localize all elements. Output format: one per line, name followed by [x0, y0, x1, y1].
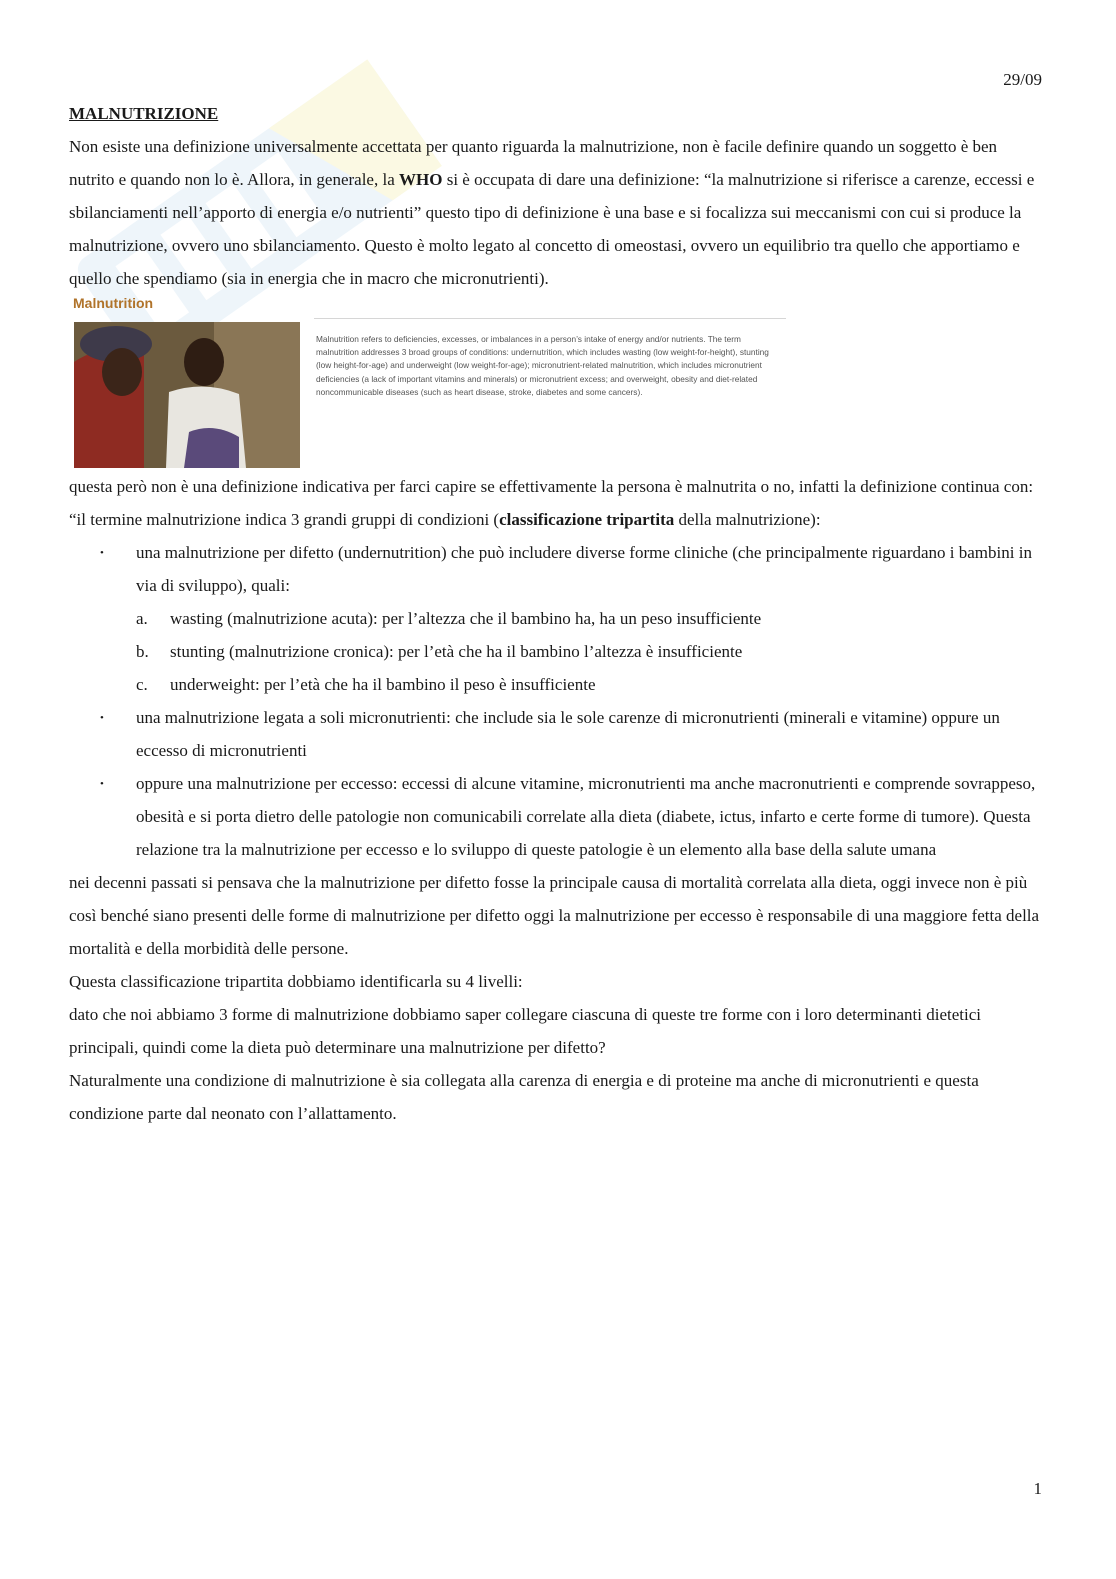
sublist-marker: b. — [136, 642, 149, 661]
list-item-undernutrition — [69, 536, 1044, 701]
figure-photo — [74, 322, 300, 468]
paragraph-6: Naturalmente una condizione di malnutrizione è sia collegata alla carenza di energia e di proteine ma anche di micronutrienti e questa condizione parte dal neonato con l’allattamento. — [69, 1071, 979, 1123]
sublist-text: underweight: per l’età che ha il bambino il peso è insufficiente — [170, 675, 596, 694]
page-date: 29/09 — [1003, 70, 1042, 89]
intro-paragraph — [69, 130, 1044, 295]
page-title: MALNUTRIZIONE — [69, 104, 219, 123]
sublist-marker: c. — [136, 675, 148, 694]
para2-text-2: della malnutrizione): — [674, 510, 821, 529]
list-item-micronutrients — [69, 701, 1044, 767]
paragraph-2 — [69, 470, 1044, 536]
sublist-text: wasting (malnutrizione acuta): per l’altezza che il bambino ha, ha un peso insufficiente — [170, 609, 762, 628]
paragraph-3: nei decenni passati si pensava che la malnutrizione per difetto fosse la principale causa di mortalità correlata alla dieta, oggi invece non è più così benché siano presenti delle forme di malnutrizione per difetto oggi la malnutrizione per eccesso è responsabile di una maggiore fetta della mortalità e della morbidità delle persone. — [69, 873, 1040, 958]
document-body — [69, 97, 1044, 1130]
figure-label: Malnutrition — [73, 295, 154, 311]
tripartite-term: classificazione tripartita — [499, 510, 675, 529]
figure-rule — [314, 318, 786, 319]
sublist-item — [136, 602, 1044, 635]
sublist-item — [136, 635, 1044, 668]
intro-text-1: Non esiste una definizione universalmente accettata per quanto riguarda la malnutrizione, non è facile definire quando un soggetto è ben nutrito e quando non lo è. Allora, in generale, la — [69, 137, 998, 189]
malnutrition-figure — [69, 295, 1044, 470]
sublist-marker: a. — [136, 609, 148, 628]
list-item-overnutrition — [69, 767, 1044, 866]
sublist-text: stunting (malnutrizione cronica): per l’età che ha il bambino l’altezza è insufficiente — [170, 642, 743, 661]
page-number: 1 — [1033, 1479, 1042, 1498]
list-item-text: oppure una malnutrizione per eccesso: eccessi di alcune vitamine, micronutrienti ma anche macronutrienti e comprende sovrappeso, obesità e si porta dietro delle patologie non comunicabili correlate alla dieta (diabete, ictus, infarto e certe forme di tumore). Questa relazione tra la malnutrizione per eccesso e lo sviluppo di queste patologie è un elemento alla base della salute umana — [136, 774, 1036, 859]
sublist-item — [136, 668, 1044, 701]
paragraph-4: Questa classificazione tripartita dobbiamo identificarla su 4 livelli: — [69, 972, 523, 991]
intro-text-2: si è occupata di dare una definizione: “la malnutrizione si riferisce a carenze, eccessi e sbilanciamenti nell’apporto di energia e/o nutrienti” questo tipo di definizione è una base e si focalizza sui meccanismi con cui si produce la malnutrizione, ovvero uno sbilanciamento. Questo è molto legato al concetto di omeostasi, ovvero un equilibrio tra quello che apportiamo e quello che spendiamo (sia in energia che in macro che micronutrienti). — [69, 170, 1035, 288]
figure-caption: Malnutrition refers to deficiencies, excesses, or imbalances in a person’s intake of energy and/or nutrients. The term malnutrition addresses 3 broad groups of conditions: undernutrition, which includes wasting (low weight-for-height), stunting (low height-for-age) and underweight (low weight-for-age); micronutrient-related malnutrition, which includes micronutrient deficiencies (a lack of important vitamins and minerals) or micronutrient excess; and overweight, obesity and diet-related noncommunicable diseases (such as heart disease, stroke, diabetes and some cancers). — [316, 334, 769, 397]
malnutrition-types-list — [69, 536, 1044, 866]
list-item-text: una malnutrizione per difetto (undernutrition) che può includere diverse forme cliniche (che principalmente riguardano i bambini in via di sviluppo), quali: — [136, 543, 1032, 595]
who-term: WHO — [399, 170, 443, 189]
paragraph-5: dato che noi abbiamo 3 forme di malnutrizione dobbiamo saper collegare ciascuna di queste tre forme con i loro determinanti dietetici principali, quindi come la dieta può determinare una malnutrizione per difetto? — [69, 1005, 982, 1057]
para2-text-1: questa però non è una definizione indicativa per farci capire se effettivamente la persona è malnutrita o no, infatti la definizione continua con: “il termine malnutrizione indica 3 grandi gruppi di condizioni ( — [69, 477, 1034, 529]
list-item-text: una malnutrizione legata a soli micronutrienti: che include sia le sole carenze di micronutrienti (minerali e vitamine) oppure un eccesso di micronutrienti — [136, 708, 1000, 760]
undernutrition-sublist — [136, 602, 1044, 701]
